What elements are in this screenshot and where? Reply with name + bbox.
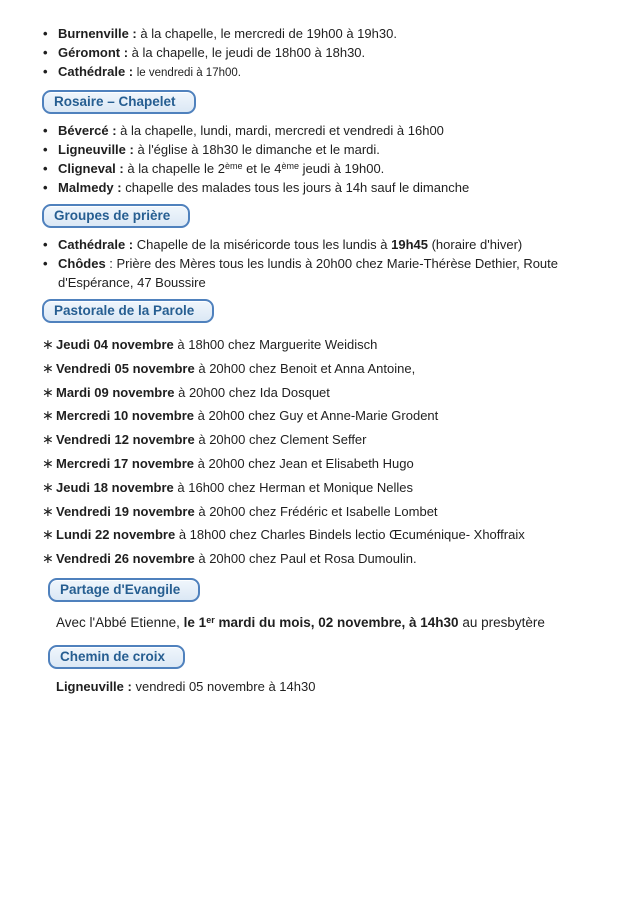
text-segment: à 18h00 chez Marguerite Weidisch [173, 337, 378, 352]
dot-bullet-marker: • [43, 256, 48, 271]
text-segment: Géromont : [58, 45, 132, 60]
list-item [42, 254, 607, 292]
section-header-groupes-de-priere: Groupes de prière [42, 204, 190, 228]
list-item [42, 452, 607, 476]
section-header-partage-evangile: Partage d'Evangile [48, 578, 200, 602]
text-segment: : Prière des Mères tous les lundis à 20h00 chez Marie-Thérèse Dethier, Route d'Espérance, 47 Boussire [58, 256, 559, 290]
header-row-groupes [42, 204, 607, 228]
text-segment: Cathédrale : [58, 64, 137, 79]
dot-bullet-marker: • [43, 180, 48, 195]
asterisk-bullet-marker: ∗ [42, 431, 54, 448]
section-header-rosaire-chapelet: Rosaire – Chapelet [42, 90, 196, 114]
rosaire-list [42, 121, 607, 197]
text-segment: Cathédrale : [58, 237, 137, 252]
paragraph-line [56, 613, 607, 633]
text-segment: à 20h00 chez Frédéric et Isabelle Lombet [194, 503, 438, 519]
list-item [42, 523, 607, 547]
list-item [42, 62, 607, 83]
text-segment: à 20h00 chez Paul et Rosa Dumoulin. [194, 551, 417, 567]
text-segment: Jeudi 04 novembre [56, 337, 174, 352]
text-segment: er [206, 614, 215, 625]
section-header-chemin-de-croix: Chemin de croix [48, 645, 185, 669]
dot-bullet-marker: • [43, 142, 48, 157]
header-row-pastorale [42, 299, 607, 323]
partage-paragraph [44, 613, 607, 633]
text-segment: à 18h00 chez Charles Bindels lectio Œcuménique- Xhoffraix [175, 527, 525, 543]
asterisk-bullet-marker: ∗ [42, 502, 54, 519]
list-item [42, 140, 607, 159]
text-segment: le vendredi à 17h00. [136, 67, 241, 79]
text-segment: Ligneuville : [56, 678, 136, 694]
header-row-partage [48, 578, 607, 602]
text-segment: à 16h00 chez Herman et Monique Nelles [173, 479, 413, 495]
asterisk-bullet-marker: ∗ [42, 550, 54, 567]
text-segment: ème [281, 161, 299, 171]
asterisk-bullet-marker: ∗ [42, 478, 54, 495]
text-segment: à la chapelle, le mercredi de 19h00 à 19h30. [140, 26, 397, 41]
list-item [42, 547, 607, 571]
text-segment: Lundi 22 novembre [56, 527, 176, 543]
text-segment: Vendredi 05 novembre [56, 360, 195, 376]
text-segment: (horaire d'hiver) [427, 237, 523, 252]
text-segment: 19h45 [391, 237, 428, 252]
list-item [42, 235, 607, 254]
asterisk-bullet-marker: ∗ [42, 454, 54, 471]
list-item [42, 159, 607, 178]
adoration-list [42, 24, 607, 83]
list-item [42, 404, 607, 428]
list-item [42, 357, 607, 381]
section-header-pastorale-de-la-parole: Pastorale de la Parole [42, 299, 214, 323]
text-segment: Chôdes [58, 256, 106, 271]
text-segment: à la chapelle, le jeudi de 18h00 à 18h30. [131, 45, 366, 60]
header-row-rosaire [42, 90, 607, 114]
dot-bullet-marker: • [43, 161, 48, 176]
paragraph-line [56, 677, 607, 697]
text-segment: à 20h00 chez Ida Dosquet [174, 384, 330, 400]
text-segment: au presbytère [458, 614, 545, 630]
text-segment: ème [224, 161, 243, 171]
header-row-chemin [48, 645, 607, 669]
list-item [42, 178, 607, 197]
text-segment: vendredi 05 novembre à 14h30 [135, 678, 316, 694]
asterisk-bullet-marker: ∗ [42, 336, 54, 352]
list-item [42, 428, 607, 452]
text-segment: Malmedy : [58, 180, 126, 195]
list-item [42, 333, 607, 357]
text-segment: Burnenville : [58, 26, 141, 41]
list-item [42, 24, 607, 43]
groupes-list [42, 235, 607, 292]
list-item [42, 43, 607, 62]
text-segment: le 1 [183, 614, 207, 630]
pastorale-list [42, 333, 607, 571]
list-item [42, 476, 607, 500]
text-segment: Cligneval : [58, 161, 128, 176]
text-segment: Mardi 09 novembre [56, 384, 175, 400]
text-segment: Ligneuville : [58, 142, 138, 157]
text-segment: Jeudi 18 novembre [56, 479, 174, 495]
text-segment: Vendredi 26 novembre [56, 551, 195, 567]
text-segment: mardi du mois, 02 novembre, à 14h30 [214, 614, 459, 630]
list-item [42, 381, 607, 405]
chemin-paragraph [42, 677, 607, 697]
dot-bullet-marker: • [43, 237, 48, 252]
dot-bullet-marker: • [43, 123, 48, 138]
text-segment: Mercredi 10 novembre [56, 408, 195, 424]
text-segment: Avec l'Abbé Etienne, [56, 614, 184, 630]
asterisk-bullet-marker: ∗ [42, 359, 54, 376]
list-item [42, 500, 607, 524]
dot-bullet-marker: • [43, 45, 48, 60]
text-segment: chapelle des malades tous les jours à 14h sauf le dimanche [125, 180, 470, 195]
text-segment: à 20h00 chez Guy et Anne-Marie Grodent [194, 408, 439, 424]
dot-bullet-marker: • [43, 64, 48, 79]
text-segment: Mercredi 17 novembre [56, 455, 195, 471]
text-segment: à la chapelle, lundi, mardi, mercredi et vendredi à 16h00 [120, 123, 444, 138]
text-segment: Chapelle de la miséricorde tous les lundis à [136, 237, 392, 252]
text-segment: à l'église à 18h30 le dimanche et le mardi. [137, 142, 380, 157]
asterisk-bullet-marker: ∗ [42, 526, 54, 543]
text-segment: et le 4 [242, 161, 282, 176]
text-segment: Vendredi 12 novembre [56, 432, 195, 448]
dot-bullet-marker: • [43, 26, 48, 41]
text-segment: Bévercé : [58, 123, 121, 138]
text-segment: Vendredi 19 novembre [56, 503, 195, 519]
asterisk-bullet-marker: ∗ [42, 383, 54, 400]
text-segment: jeudi à 19h00. [299, 161, 385, 176]
asterisk-bullet-marker: ∗ [42, 407, 54, 424]
text-segment: à la chapelle le 2 [127, 161, 225, 176]
text-segment: à 20h00 chez Clement Seffer [194, 432, 367, 448]
list-item [42, 121, 607, 140]
text-segment: à 20h00 chez Benoit et Anna Antoine, [194, 360, 416, 376]
text-segment: à 20h00 chez Jean et Elisabeth Hugo [194, 455, 414, 471]
